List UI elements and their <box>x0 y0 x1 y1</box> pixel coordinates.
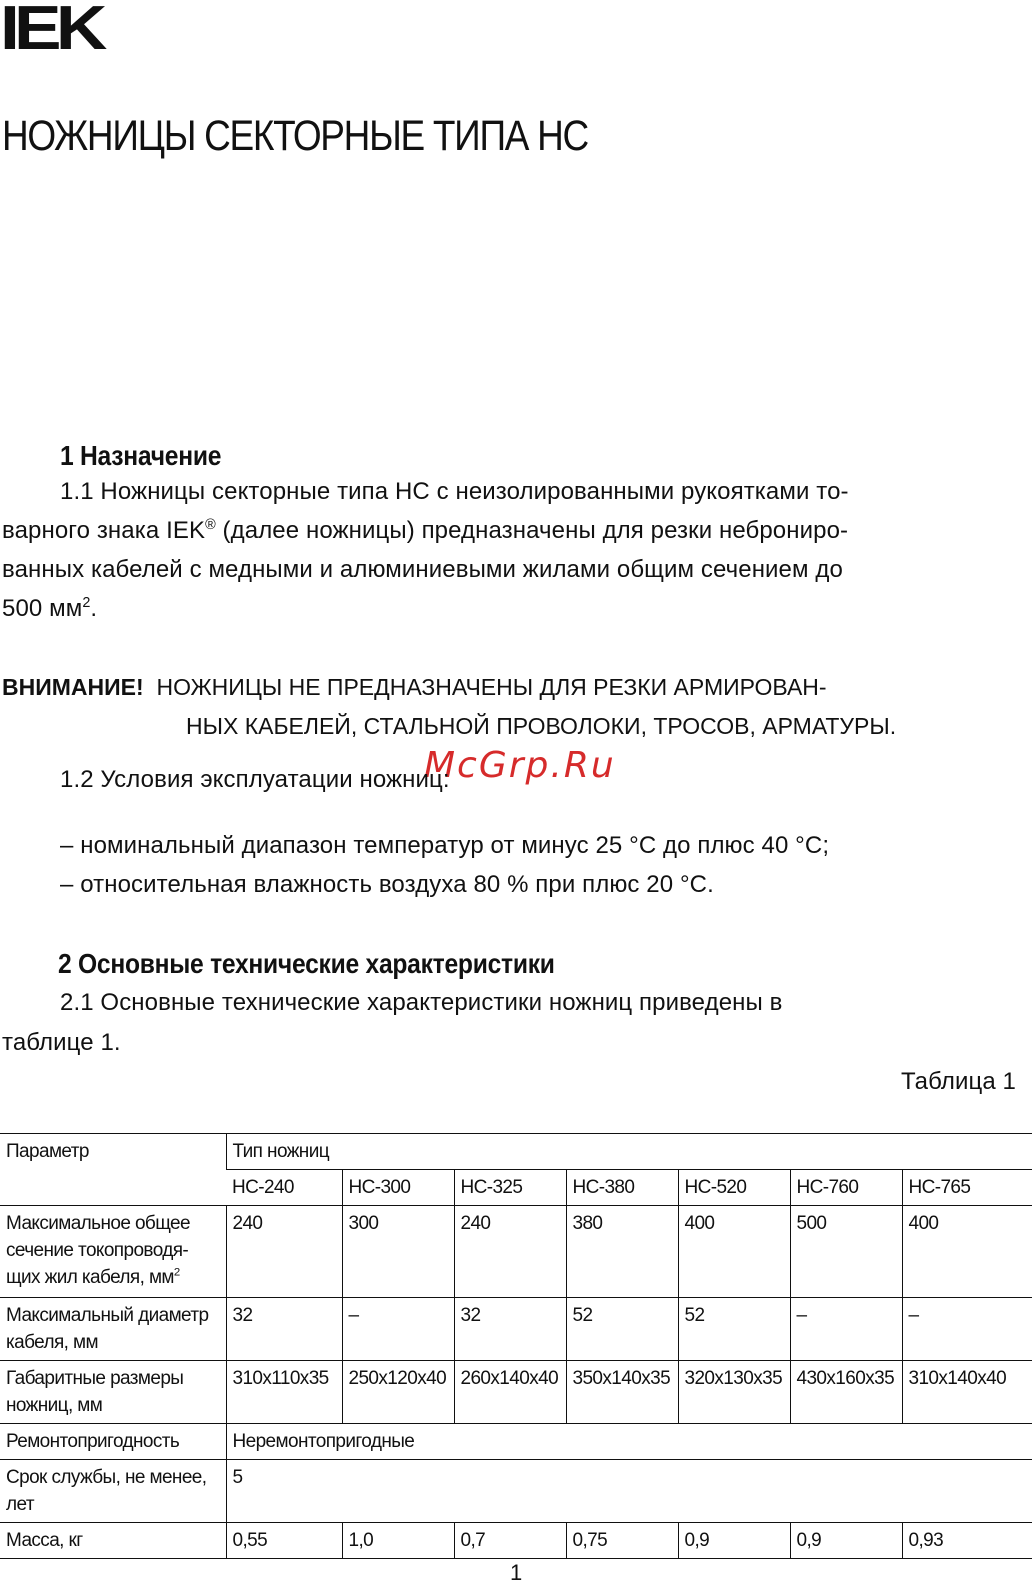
table-cell: 310х110х35 <box>226 1361 342 1424</box>
section-2-line-1: 2.1 Основные технические характеристики ножниц приведены в <box>60 989 783 1016</box>
model-cell: НС-325 <box>454 1170 566 1206</box>
conditions-item-1: – номинальный диапазон температур от минус 25 °С до плюс 40 °С; <box>60 832 830 859</box>
section-1-line-1: 1.1 Ножницы секторные типа НС с неизолированными рукоятками то- <box>60 478 849 505</box>
registered-mark: ® <box>205 517 216 533</box>
table-row <box>0 1523 1032 1559</box>
table-cell: – <box>342 1298 454 1361</box>
table-header-row <box>0 1134 1032 1170</box>
row-label: Максимальный диаметр кабеля, мм <box>0 1298 226 1361</box>
conditions-item-2: – относительная влажность воздуха 80 % при плюс 20 °С. <box>60 871 714 898</box>
table-cell: 310х140х40 <box>902 1361 1032 1424</box>
table-cell: – <box>790 1298 902 1361</box>
table-cell: 430х160х35 <box>790 1361 902 1424</box>
param-header: Параметр <box>0 1134 226 1206</box>
table-cell: 52 <box>678 1298 790 1361</box>
table-cell: 52 <box>566 1298 678 1361</box>
table-cell: 500 <box>790 1206 902 1298</box>
row-label: Габаритные размеры ножниц, мм <box>0 1361 226 1424</box>
table-cell: 0,7 <box>454 1523 566 1559</box>
section-2-line-2: таблице 1. <box>2 1029 121 1056</box>
table-row <box>0 1424 1032 1460</box>
model-cell: НС-380 <box>566 1170 678 1206</box>
table-cell: 0,9 <box>790 1523 902 1559</box>
table-cell: 260х140х40 <box>454 1361 566 1424</box>
model-cell: НС-765 <box>902 1170 1032 1206</box>
row-label: Ремонтопригодность <box>0 1424 226 1460</box>
warning-line-2: НЫХ КАБЕЛЕЙ, СТАЛЬНОЙ ПРОВОЛОКИ, ТРОСОВ, АРМАТУРЫ. <box>186 713 897 739</box>
table-row <box>0 1361 1032 1424</box>
table-cell: 320х130х35 <box>678 1361 790 1424</box>
warning-line-1: ВНИМАНИЕ! НОЖНИЦЫ НЕ ПРЕДНАЗНАЧЕНЫ ДЛЯ РЕЗКИ АРМИРОВАН- <box>2 674 827 700</box>
model-cell: НС-240 <box>226 1170 342 1206</box>
table-cell: 300 <box>342 1206 454 1298</box>
page-number: 1 <box>510 1560 523 1585</box>
table-cell: Неремонтопригодные <box>226 1424 1032 1460</box>
table-cell: 0,75 <box>566 1523 678 1559</box>
iek-logo: IEK <box>0 0 102 63</box>
section-1-line-4: 500 $мм^2$. <box>2 595 98 622</box>
table-caption: Таблица 1 <box>900 1068 1016 1095</box>
section-1-heading: 1 Назначение <box>60 440 222 471</box>
table-row <box>0 1460 1032 1523</box>
model-cell: НС-300 <box>342 1170 454 1206</box>
table-cell: 400 <box>902 1206 1032 1298</box>
table-cell: 350х140х35 <box>566 1361 678 1424</box>
section-1-line-3: ванных кабелей с медными и алюминиевыми жилами общим сечением до <box>2 556 843 583</box>
table-cell: 1,0 <box>342 1523 454 1559</box>
spec-table <box>0 1133 1032 1559</box>
table-cell: – <box>902 1298 1032 1361</box>
table-cell: 240 <box>226 1206 342 1298</box>
table-cell: 0,55 <box>226 1523 342 1559</box>
model-cell: НС-520 <box>678 1170 790 1206</box>
conditions-intro: 1.2 Условия эксплуатации ножниц: <box>60 766 450 793</box>
section-1-line-2: варного знака IEK® (далее ножницы) предназначены для резки неброниро- <box>2 517 849 544</box>
page-title: НОЖНИЦЫ СЕКТОРНЫЕ ТИПА НС <box>2 112 588 160</box>
model-cell: НС-760 <box>790 1170 902 1206</box>
warning-label: ВНИМАНИЕ! <box>2 674 144 700</box>
type-header: Тип ножниц <box>226 1134 1032 1170</box>
table-cell: 250х120х40 <box>342 1361 454 1424</box>
row-label: Срок службы, не менее, лет <box>0 1460 226 1523</box>
table-cell: 5 <box>226 1460 1032 1523</box>
row-label: Максимальное общее сечение токопроводя-щих жил кабеля, $мм^2$ <box>0 1206 226 1298</box>
watermark: McGrp.Ru <box>424 745 616 786</box>
section-2-heading: 2 Основные технические характеристики <box>58 948 555 979</box>
table-cell: 240 <box>454 1206 566 1298</box>
table-cell: 32 <box>454 1298 566 1361</box>
table-cell: 0,93 <box>902 1523 1032 1559</box>
table-cell: 400 <box>678 1206 790 1298</box>
table-cell: 380 <box>566 1206 678 1298</box>
table-cell: 32 <box>226 1298 342 1361</box>
table-row <box>0 1206 1032 1298</box>
table-cell: 0,9 <box>678 1523 790 1559</box>
row-label: Масса, кг <box>0 1523 226 1559</box>
table-row <box>0 1298 1032 1361</box>
